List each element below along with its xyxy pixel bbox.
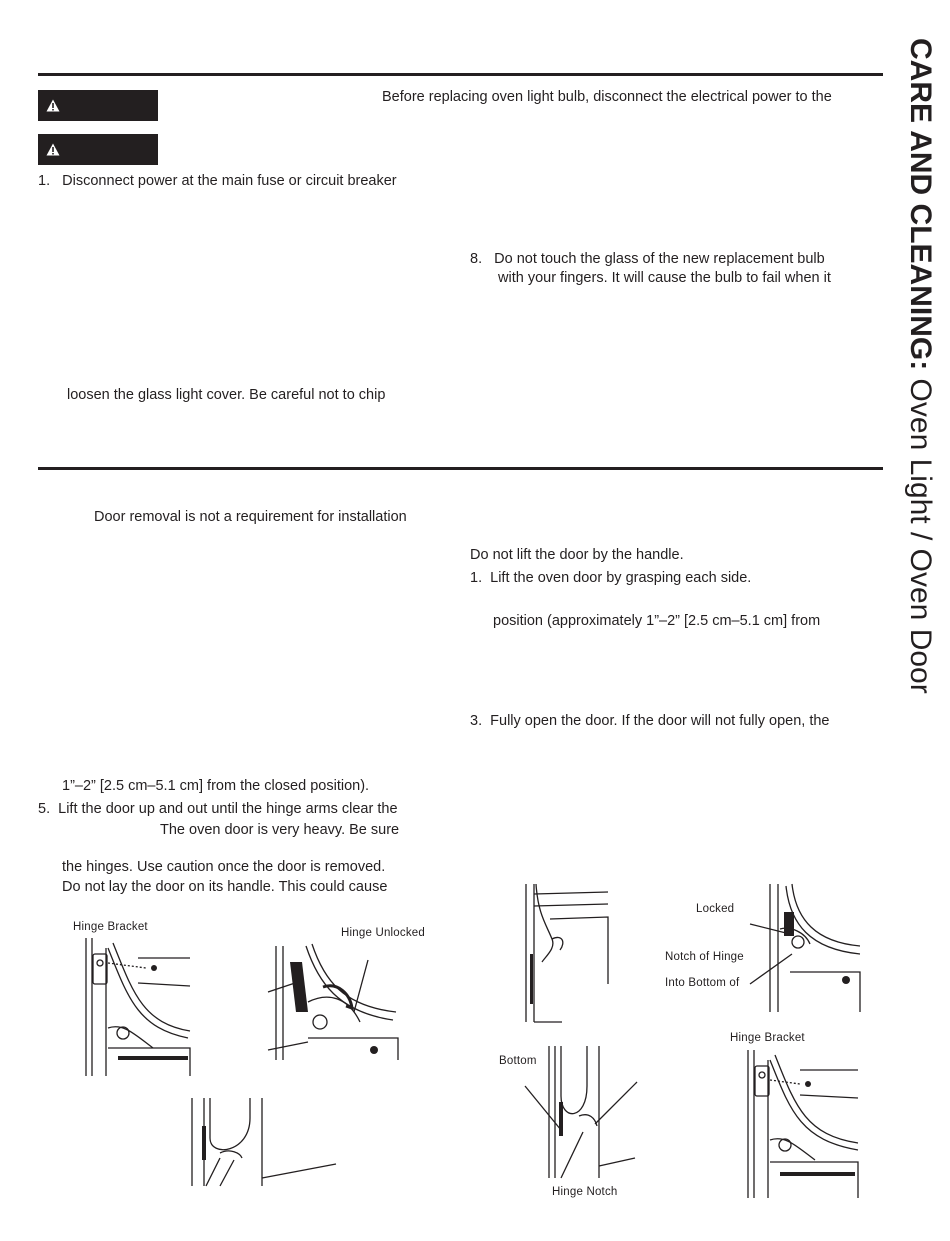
light-loosen-text: loosen the glass light cover. Be careful not to chip [67, 387, 386, 403]
door-position-text: position (approximately 1”–2” [2.5 cm–5.1 cm] from [493, 613, 821, 629]
door-step-5: 5. Lift the door up and out until the hinge arms clear the [38, 801, 398, 817]
figure-label-hinge-bracket: Hinge Bracket [730, 1032, 805, 1044]
warning-triangle-icon [46, 143, 60, 156]
door-intro-text: Door removal is not a requirement for installation [94, 509, 407, 525]
hinge-locked-illustration [750, 884, 862, 1014]
light-step-1: 1. Disconnect power at the main fuse or circuit breaker [38, 173, 397, 189]
door-step-5-warning: The oven door is very heavy. Be sure [160, 822, 400, 838]
door-no-lay-text: Do not lay the door on its handle. This could cause [62, 879, 388, 895]
section-title: CARE AND CLEANING: Oven Light / Oven Door [904, 38, 937, 694]
light-step-8-cont: with your fingers. It will cause the bulb to fail when it [498, 270, 831, 286]
light-step-8: 8. Do not touch the glass of the new replacement bulb [470, 251, 825, 267]
warning-badge [38, 134, 158, 165]
door-hinges-text: the hinges. Use caution once the door is removed. [62, 859, 386, 875]
hinge-unlocked-illustration [268, 942, 403, 1062]
section-divider-middle [38, 467, 883, 470]
door-step-1: 1. Lift the oven door by grasping each side. [470, 570, 752, 586]
hinge-notch-illustration [525, 1046, 637, 1181]
hinge-bracket-reinstall-illustration [742, 1050, 862, 1200]
light-intro-text: Before replacing oven light bulb, disconnect the electrical power to the [382, 89, 832, 105]
figure-label-hinge-unlocked: Hinge Unlocked [341, 927, 425, 939]
figure-label-hinge-notch: Hinge Notch [552, 1186, 618, 1198]
figure-label-locked: Locked [696, 903, 735, 915]
door-notch-illustration [190, 1098, 340, 1188]
section-divider-top [38, 73, 883, 76]
oven-door-grip-illustration [522, 884, 612, 1024]
figure-label-hinge-bracket: Hinge Bracket [73, 921, 148, 933]
figure-label-bottom: Bottom [499, 1055, 537, 1067]
figure-label-notch-of-hinge: Notch of Hinge [665, 951, 744, 963]
warning-badge [38, 90, 158, 121]
door-step-3: 3. Fully open the door. If the door will not fully open, the [470, 713, 830, 729]
warning-triangle-icon [46, 99, 60, 112]
hinge-bracket-illustration [78, 938, 198, 1078]
figure-label-into-bottom-of: Into Bottom of [665, 977, 740, 989]
door-no-lift-text: Do not lift the door by the handle. [470, 547, 684, 563]
door-closed-position-text: 1”–2” [2.5 cm–5.1 cm] from the closed position). [62, 778, 370, 794]
